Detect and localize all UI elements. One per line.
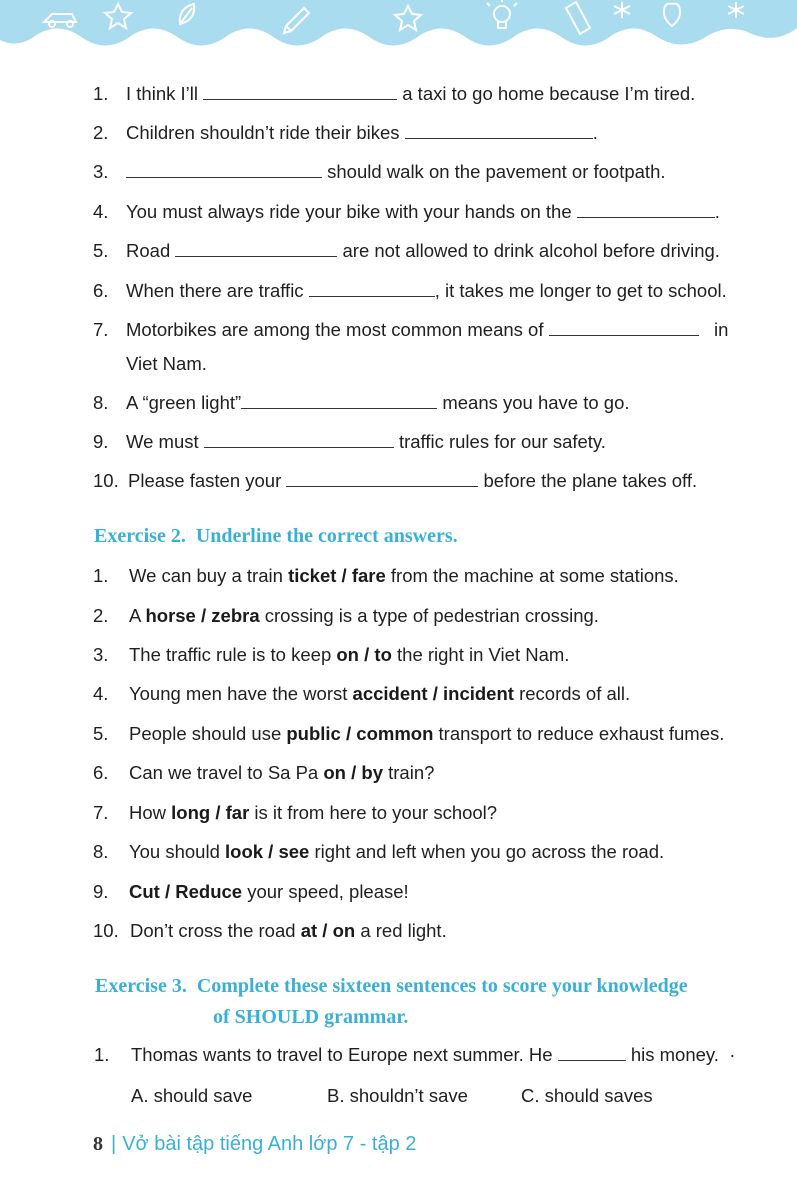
option-c[interactable]: C. should saves — [521, 1085, 653, 1106]
ex2-item-4-text: Young men have the worst accident / incident records of all. — [129, 683, 631, 704]
answer-blank[interactable] — [405, 121, 593, 139]
choice-b[interactable]: see — [278, 841, 310, 862]
answer-blank[interactable] — [577, 200, 715, 218]
answer-blank[interactable] — [203, 82, 397, 100]
answer-blank[interactable] — [241, 391, 437, 409]
choice-a[interactable]: accident — [352, 683, 428, 704]
sentence-end: crossing is a type of pedestrian crossing. — [259, 605, 599, 626]
exercise-3-heading — [95, 975, 688, 998]
answer-blank[interactable] — [549, 318, 699, 336]
choice-b[interactable]: far — [225, 802, 250, 823]
sentence-end: a taxi to go home because I’m tired. — [402, 83, 696, 104]
item-number: 4. — [93, 683, 109, 704]
answer-blank[interactable] — [309, 279, 435, 297]
exercise-title-continued: of SHOULD grammar. — [213, 1006, 409, 1028]
sentence-end: the right in Viet Nam. — [391, 644, 570, 665]
sentence-end: are not allowed to drink alcohol before driving. — [342, 240, 720, 261]
choice-b[interactable]: fare — [351, 565, 386, 586]
ex2-item-5-text: People should use public / common transport to reduce exhaust fumes. — [129, 723, 725, 744]
choice-a[interactable]: long — [171, 802, 211, 823]
exercise-3-heading-line2 — [213, 1006, 408, 1029]
sentence-end: before the plane takes off. — [483, 470, 698, 491]
sentence-end: traffic rules for our safety. — [398, 431, 606, 452]
sentence-start: You must always ride your bike with your hands on the — [126, 201, 572, 222]
sentence-end: your speed, please! — [242, 881, 409, 902]
sentence-start: Road — [126, 240, 171, 261]
sentence-end: , it takes me longer to get to school. — [434, 280, 727, 301]
answer-blank[interactable] — [175, 239, 337, 257]
ex2-item-9-text: Cut / Reduce your speed, please! — [129, 881, 409, 902]
exercise-label: Exercise 2. — [94, 525, 186, 547]
ex2-item-3-text: The traffic rule is to keep on / to the right in Viet Nam. — [129, 644, 570, 665]
item-number: 10. — [93, 920, 119, 941]
item-number: 3. — [93, 644, 109, 665]
sentence-start: Motorbikes are among the most common means of — [126, 319, 544, 340]
sentence-start: You should — [129, 841, 226, 862]
page-footer — [93, 1133, 416, 1156]
item-number: 9. — [93, 881, 109, 902]
exercise-title: Underline the correct answers. — [195, 525, 458, 547]
sentence-end: from the machine at some stations. — [385, 565, 679, 586]
sentence-start: Thomas wants to travel to Europe next summer. He — [131, 1044, 553, 1065]
sentence-end: means you have to go. — [442, 392, 630, 413]
exercise-title: Complete these sixteen sentences to score your knowledge — [196, 975, 688, 997]
ex1-item-7-text — [126, 318, 728, 342]
sentence-start: Can we travel to Sa Pa — [129, 762, 324, 783]
ex2-item-8-text: You should look / see right and left when you go across the road. — [129, 841, 665, 862]
item-number: 1. — [93, 565, 109, 586]
answer-blank[interactable] — [558, 1043, 626, 1061]
sentence-end: . — [714, 201, 720, 222]
ex1-item-2-text — [126, 121, 598, 145]
choice-b[interactable]: on — [332, 920, 356, 941]
item-number: 5. — [93, 723, 109, 744]
sentence-end: records of all. — [513, 683, 631, 704]
ex1-item-10-text — [128, 469, 697, 493]
sentence-start: Young men have the worst — [129, 683, 353, 704]
choice-a[interactable]: on — [336, 644, 359, 665]
sentence-continuation: Viet Nam. — [126, 353, 207, 374]
choice-a[interactable]: at — [300, 920, 318, 941]
sentence-start: How — [129, 802, 172, 823]
ex1-item-4-text — [126, 200, 720, 224]
item-number: 5. — [93, 240, 109, 261]
choice-a[interactable]: public — [286, 723, 341, 744]
item-number: 6. — [93, 280, 109, 301]
item-number: 8. — [93, 841, 109, 862]
sentence-end: is it from here to your school? — [249, 802, 498, 823]
answer-blank[interactable] — [126, 160, 322, 178]
exercise-label: Exercise 3. — [95, 975, 187, 997]
choice-b[interactable]: by — [361, 762, 383, 783]
sentence-start: A “green light” — [126, 392, 242, 413]
item-number: 4. — [93, 201, 109, 222]
sentence-end: in — [714, 319, 729, 340]
book-title: Vở bài tập tiếng Anh lớp 7 - tập 2 — [122, 1133, 417, 1155]
sentence-end: a red light. — [355, 920, 447, 941]
item-number: 1. — [94, 1044, 110, 1065]
sentence-end: transport to reduce exhaust fumes. — [433, 723, 725, 744]
ex1-item-9-text — [126, 430, 606, 454]
item-number: 9. — [93, 431, 109, 452]
ex2-item-7-text: How long / far is it from here to your school? — [129, 802, 498, 823]
ex1-item-6-text — [126, 279, 727, 303]
item-number: 7. — [93, 319, 109, 340]
sentence-start: People should use — [129, 723, 287, 744]
choice-b[interactable]: common — [356, 723, 434, 744]
choice-b[interactable]: Reduce — [175, 881, 243, 902]
ex1-item-1-text — [126, 82, 695, 106]
ex3-item-1-text — [131, 1043, 735, 1067]
stray-mark: · — [729, 1044, 736, 1065]
item-number: 10. — [93, 470, 119, 491]
sentence-start: A — [129, 605, 146, 626]
choice-b[interactable]: to — [374, 644, 392, 665]
choice-a[interactable]: horse — [145, 605, 196, 626]
choice-b[interactable]: zebra — [211, 605, 260, 626]
page-number: 8 — [93, 1133, 103, 1155]
item-number: 7. — [93, 802, 109, 823]
sentence-start: Please fasten your — [128, 470, 282, 491]
ex1-item-5-text — [126, 239, 720, 263]
choice-a[interactable]: look — [225, 841, 264, 862]
answer-blank[interactable] — [286, 469, 478, 487]
choice-a[interactable]: on — [323, 762, 346, 783]
sentence-start: Children shouldn’t ride their bikes — [126, 122, 400, 143]
sentence-end: should walk on the pavement or footpath. — [327, 161, 666, 182]
sentence-end: his money. — [630, 1044, 719, 1065]
choice-a[interactable]: Cut — [129, 881, 160, 902]
footer-separator: | — [111, 1133, 117, 1155]
ex2-item-10-text: Don’t cross the road at / on a red light. — [130, 920, 447, 941]
sentence-end: . — [592, 122, 598, 143]
item-number: 8. — [93, 392, 109, 413]
choice-b[interactable]: incident — [443, 683, 514, 704]
sentence-start: The traffic rule is to keep — [129, 644, 337, 665]
sentence-start: We must — [126, 431, 199, 452]
ex2-item-2-text: A horse / zebra crossing is a type of pedestrian crossing. — [129, 605, 599, 626]
sentence-start: Don’t cross the road — [130, 920, 301, 941]
ex1-item-3-text — [126, 160, 666, 184]
item-number: 1. — [93, 83, 109, 104]
item-number: 6. — [93, 762, 109, 783]
sentence-end: right and left when you go across the road. — [309, 841, 665, 862]
exercise-2-heading — [94, 525, 458, 548]
option-b[interactable]: B. shouldn’t save — [327, 1085, 468, 1106]
ex1-item-8-text — [126, 391, 630, 415]
sentence-start: When there are traffic — [126, 280, 304, 301]
ex2-item-6-text: Can we travel to Sa Pa on / by train? — [129, 762, 435, 783]
sentence-end: train? — [382, 762, 435, 783]
option-a[interactable]: A. should save — [131, 1085, 253, 1106]
choice-a[interactable]: ticket — [288, 565, 337, 586]
ex2-item-1-text: We can buy a train ticket / fare from the machine at some stations. — [129, 565, 679, 586]
header-banner — [0, 0, 797, 62]
item-number: 3. — [93, 161, 109, 182]
item-number: 2. — [93, 605, 109, 626]
sentence-start: We can buy a train — [129, 565, 289, 586]
item-number: 2. — [93, 122, 109, 143]
answer-blank[interactable] — [204, 430, 394, 448]
sentence-start: I think I’ll — [126, 83, 198, 104]
